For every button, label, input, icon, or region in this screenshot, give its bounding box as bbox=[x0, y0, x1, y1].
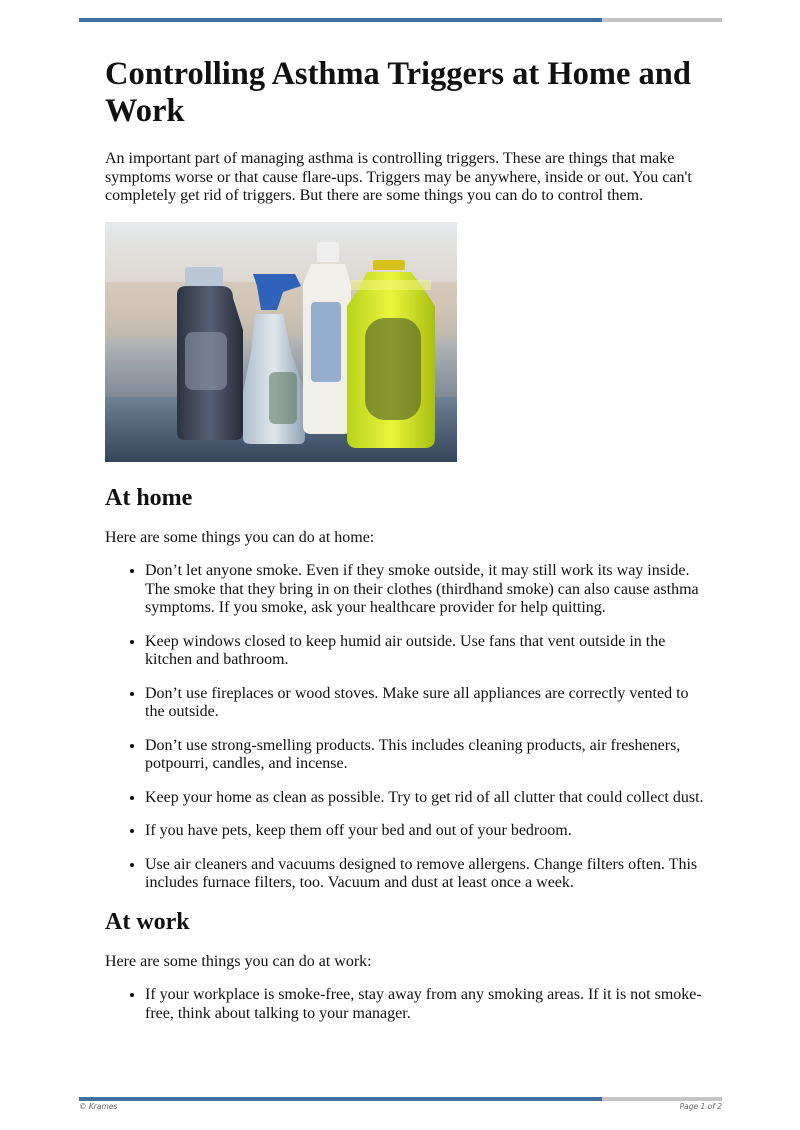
list-item: • Use air cleaners and vacuums designed to remove allergens. Change filters often. This includes furnace filters, too. Vacuum and dust at least once a week. bbox=[145, 856, 705, 893]
cleaning-products-photo bbox=[105, 222, 457, 462]
top-rule-gray bbox=[602, 18, 722, 22]
work-section bbox=[105, 908, 705, 1024]
list-item: • Don’t use fireplaces or wood stoves. Make sure all appliances are correctly vented to the outside. bbox=[145, 685, 705, 722]
work-list bbox=[105, 986, 705, 1023]
home-heading: At home bbox=[105, 484, 193, 511]
work-lead: Here are some things you can do at work: bbox=[105, 952, 372, 970]
top-rule-accent bbox=[79, 18, 602, 22]
list-item: • Keep windows closed to keep humid air outside. Use fans that vent outside in the kitchen and bathroom. bbox=[145, 633, 705, 670]
bottom-rule-gray bbox=[602, 1097, 722, 1101]
work-heading: At work bbox=[105, 908, 190, 935]
page-title: Controlling Asthma Triggers at Home and Work bbox=[105, 56, 691, 129]
page-footer bbox=[79, 1102, 722, 1111]
home-list bbox=[105, 562, 705, 893]
document-body bbox=[105, 56, 705, 1038]
bottom-rule bbox=[79, 1097, 722, 1101]
copyright: © Krames bbox=[79, 1102, 118, 1111]
intro-paragraph: An important part of managing asthma is controlling triggers. These are things that make symptoms worse or that cause flare-ups. Triggers may be anywhere, inside or out. You can't completely get rid of triggers. But there are some things you can do to control them. bbox=[105, 150, 692, 204]
top-rule bbox=[79, 18, 722, 22]
list-item: • If you have pets, keep them off your bed and out of your bedroom. bbox=[145, 822, 705, 841]
list-item: • Keep your home as clean as possible. Try to get rid of all clutter that could collect dust. bbox=[145, 789, 705, 808]
home-lead: Here are some things you can do at home: bbox=[105, 528, 375, 546]
list-item: • Don’t use strong-smelling products. This includes cleaning products, air fresheners, potpourri, candles, and incense. bbox=[145, 737, 705, 774]
list-item: • Don’t let anyone smoke. Even if they smoke outside, it may still work its way inside. The smoke that they bring in on their clothes (thirdhand smoke) can also cause asthma symptoms. If you smoke, ask your healthcare provider for help quitting. bbox=[145, 562, 705, 618]
bottom-rule-accent bbox=[79, 1097, 602, 1101]
page-number: Page 1 of 2 bbox=[679, 1102, 722, 1111]
list-item: • If your workplace is smoke-free, stay away from any smoking areas. If it is not smoke-free, think about talking to your manager. bbox=[145, 986, 705, 1023]
